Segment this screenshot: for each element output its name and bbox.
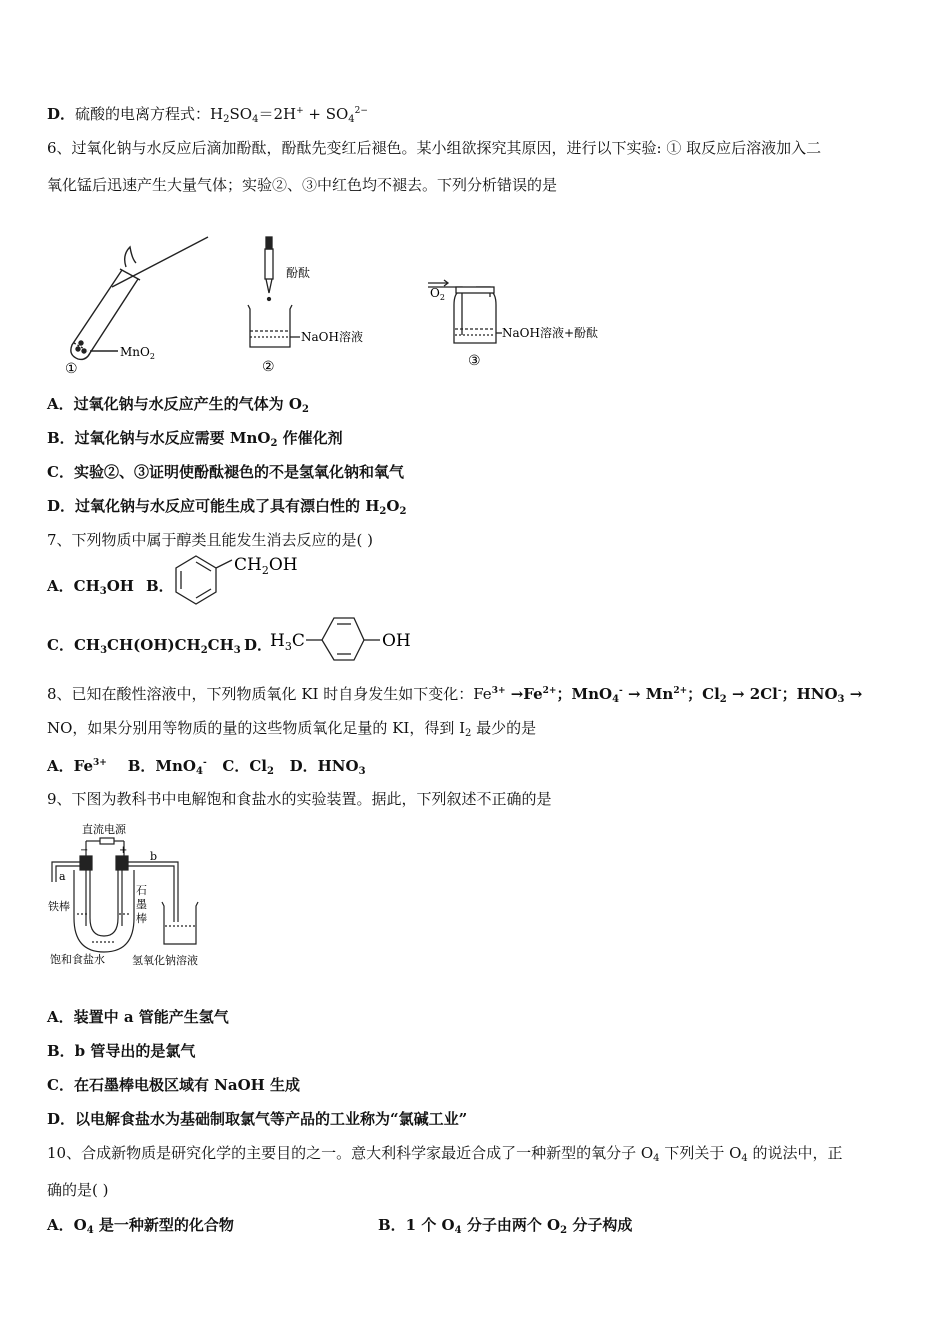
beaker-icon (248, 305, 300, 347)
svg-text:氢氧化钠溶液: 氢氧化钠溶液 (132, 954, 198, 967)
q10-option-b: B．1 个 $O_4$ 分子由两个 $O_2$ 分子构成 (378, 1216, 633, 1236)
exp2-number: ② (262, 359, 275, 375)
svg-text:b: b (150, 850, 158, 863)
svg-text:a: a (59, 870, 66, 883)
q9-option-a: A．装置中 a 管能产生氢气 (47, 1008, 229, 1026)
svg-text:−: − (80, 845, 89, 856)
svg-text:+: + (119, 845, 128, 856)
svg-text:墨: 墨 (136, 898, 147, 911)
q10-stem-line2: 确的是( ) (47, 1181, 109, 1199)
q9-stem: 9、下图为教科书中电解饱和食盐水的实验装置。据此，下列叙述不正确的是 (47, 790, 552, 808)
q6-option-a: A．过氧化钠与水反应产生的气体为 $O_2$ (47, 395, 309, 415)
q6-option-d: D．过氧化钠与水反应可能生成了具有漂白性的 $H_2O_2$ (47, 497, 407, 517)
q7-option-c: C．$CH_3CH(OH)CH_2CH_3$ (47, 636, 241, 656)
q6-option-b: B．过氧化钠与水反应需要 MnO$_2$ 作催化剂 (47, 429, 343, 449)
test-tube-icon (71, 237, 208, 359)
benzyl-alcohol-structure (168, 552, 308, 608)
q5-option-d: D．硫酸的电离方程式：$H_2SO_4=2H^+ + SO_4^{2-}$ (47, 105, 368, 125)
svg-text:铁棒: 铁棒 (48, 900, 70, 913)
q6-stem-line2: 氧化锰后迅速产生大量气体；实验②、③中红色均不褪去。下列分析错误的是 (47, 176, 558, 194)
q10-option-a: A．$O_4$ 是一种新型的化合物 (47, 1216, 234, 1236)
q9-option-c: C．在石墨棒电极区域有 NaOH 生成 (47, 1076, 301, 1094)
svg-text:CH2OH: $CH_2OH$ (234, 555, 298, 577)
p-cresol-structure (268, 612, 418, 664)
svg-text:H3C: $H_3C$ (270, 631, 305, 653)
exp3-number: ③ (468, 353, 481, 369)
q8-options: A．$Fe^{3+}$ B．MnO$_4$- C．$Cl_2$ D．$HNO_3$ (47, 757, 366, 777)
phenolphthalein-label: 酚酞 (286, 266, 311, 280)
q9-option-b: B．b 管导出的是氯气 (47, 1042, 196, 1060)
dropper-icon (265, 237, 273, 301)
exp1-number: ① (65, 361, 78, 375)
q6-option-c: C．实验②、③证明使酚酞褪色的不是氢氧化钠和氧气 (47, 463, 404, 481)
q7-option-d-letter: D． (244, 636, 273, 654)
naoh-phenol-label: NaOH溶液+酚酞 (502, 326, 599, 340)
svg-text:石: 石 (136, 884, 147, 897)
q9-option-d: D．以电解食盐水为基础制取氯气等产品的工业称为“氯碱工业” (47, 1110, 468, 1128)
mno2-label: MnO$_2$ (120, 345, 155, 361)
q10-stem-line1: 10、合成新物质是研究化学的主要目的之一。意大利科学家最近合成了一种新型的氧分子 $O_4$ 下列关于 $O_4$ 的说法中，正 (47, 1144, 843, 1164)
q8-stem-line1: 8、已知在酸性溶液中，下列物质氧化 KI 时自身发生如下变化：$Fe^{3+} \to Fe^{2+}$；$MnO_4^- \to Mn^{2+}$；$Cl_2 \to 2Cl^-$；$HNO_3$ → (47, 685, 863, 705)
svg-text:棒: 棒 (136, 912, 147, 925)
naoh-label: NaOH溶液 (301, 330, 363, 344)
q6-experiment-figure (50, 225, 620, 375)
svg-text:饱和食盐水: 饱和食盐水 (50, 953, 105, 966)
svg-text:直流电源: 直流电源 (82, 823, 126, 836)
q7-stem: 7、下列物质中属于醇类且能发生消去反应的是( ) (47, 531, 374, 549)
o2-label: $O_2$ (430, 286, 445, 302)
q8-stem-line2: NO，如果分别用等物质的量的这些物质氧化足量的 KI，得到 $I_2$ 最少的是 (47, 719, 537, 739)
electrolysis-figure (46, 818, 236, 970)
q7-option-b-letter: B． (146, 577, 174, 595)
svg-text:OH: OH (382, 631, 411, 651)
q7-option-a: A．$CH_3OH$ (47, 577, 134, 597)
q6-stem-line1: 6、过氧化钠与水反应后滴加酚酞，酚酞先变红后褪色。某小组欲探究其原因，进行以下实验: ① 取反应后溶液加入二 (47, 139, 822, 157)
